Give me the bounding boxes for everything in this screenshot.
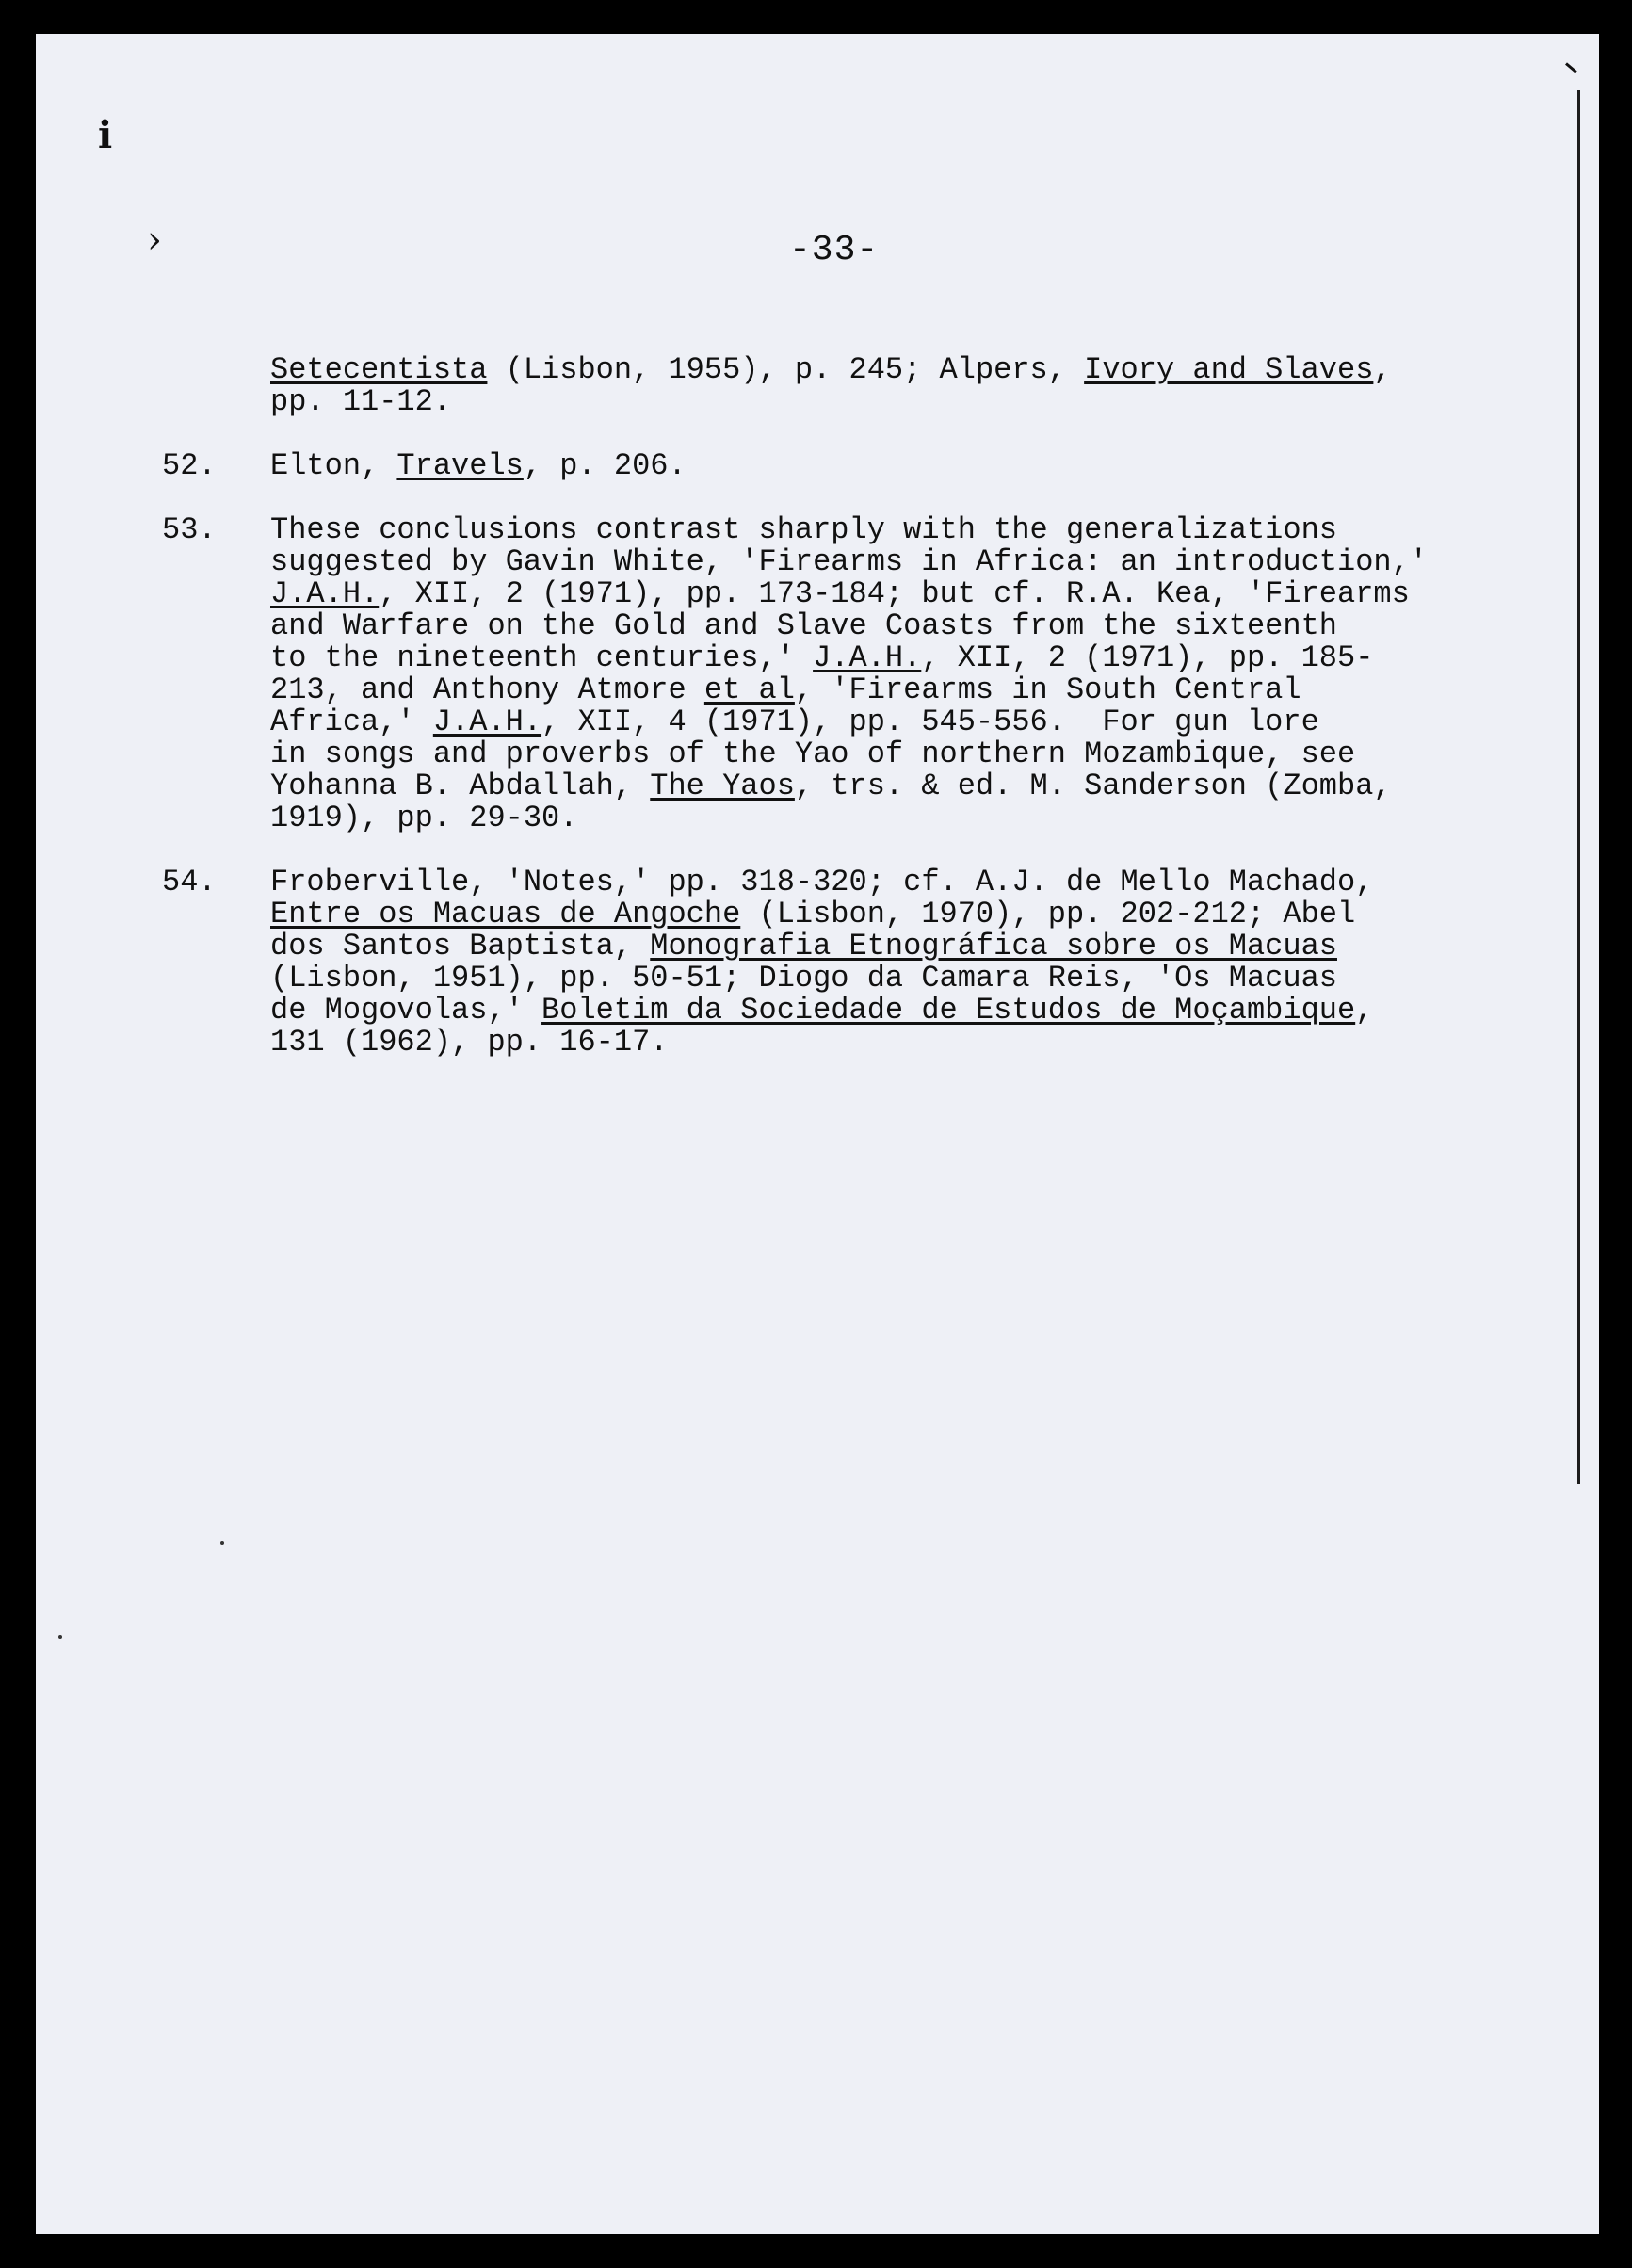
hole-punch-mark-middle: › [147,219,162,262]
underlined-title: J.A.H. [432,705,542,739]
note-segment: , trs. & ed. M. Sanderson (Zomba, 1919), pp. 29-30. [270,769,1392,835]
underlined-title: Setecentista [270,352,488,387]
footnote-number: 53. [162,512,217,547]
footnote-continued [124,354,1537,418]
note-segment: , XII, 2 (1971), pp. 173-184; but cf. R.A. Kea, 'Firearms and Warfare on the Gold and Slave Coasts from the sixteenth to the nineteenth centuries,' [270,576,1410,675]
footnote-text [270,514,1537,834]
footnotes-list [124,354,1537,1091]
footnote-number: 54. [162,865,217,899]
note-segment: , 'Firearms in South Central Africa,' [270,672,1301,739]
note-segment: These conclusions contrast sharply with the generalizations suggested by Gavin White, 'Firearms in Africa: an introduction,' [270,512,1428,579]
footnote-number: 52. [162,448,217,483]
underlined-title: J.A.H. [270,576,380,611]
note-segment: , pp. 11-12. [270,352,1392,419]
underlined-title: Entre os Macuas de Angoche [270,897,741,932]
hole-punch-mark-top: i [98,113,113,157]
page-edge-line [1577,90,1580,1484]
underlined-title: The Yaos [650,769,795,803]
footnote-text [270,867,1537,1059]
underlined-title: et al [703,672,795,707]
note-segment: , 131 (1962), pp. 16-17. [270,993,1374,1060]
footnote-53 [124,514,1537,834]
document-page [36,34,1599,2234]
note-segment: (Lisbon, 1951), pp. 50-51; Diogo da Camara Reis, 'Os Macuas de Mogovolas,' [270,961,1337,1028]
underlined-title: Monografia Etnográfica sobre os Macuas [650,929,1337,964]
note-segment: Froberville, 'Notes,' pp. 318-320; cf. A.J. de Mello Machado, [270,865,1374,899]
underlined-title: J.A.H. [813,640,922,675]
footnote-54 [124,867,1537,1059]
footnote-text [270,450,1537,482]
footnote-52 [124,450,1537,482]
note-segment: Elton, [270,448,397,483]
page-number: -33- [789,230,880,270]
note-segment: , p. 206. [523,448,687,483]
underlined-title: Travels [396,448,524,483]
speck-mark [58,1635,62,1639]
footnote-text [270,354,1537,418]
note-segment: , XII, 2 (1971), pp. 185- 213, and Anthony Atmore [270,640,1374,707]
corner-mark [1565,62,1577,73]
underlined-title: Ivory and Slaves [1084,352,1374,387]
speck-mark [220,1541,224,1545]
note-segment: , XII, 4 (1971), pp. 545-556. For gun lore in songs and proverbs of the Yao of northern Mozambique, see Yohanna B. Abdallah, [270,705,1356,803]
note-segment: (Lisbon, 1955), p. 245; Alpers, [487,352,1085,387]
underlined-title: Boletim da Sociedade de Estudos de Moçambique [541,993,1356,1028]
note-segment: (Lisbon, 1970), pp. 202-212; Abel dos Santos Baptista, [270,897,1356,964]
